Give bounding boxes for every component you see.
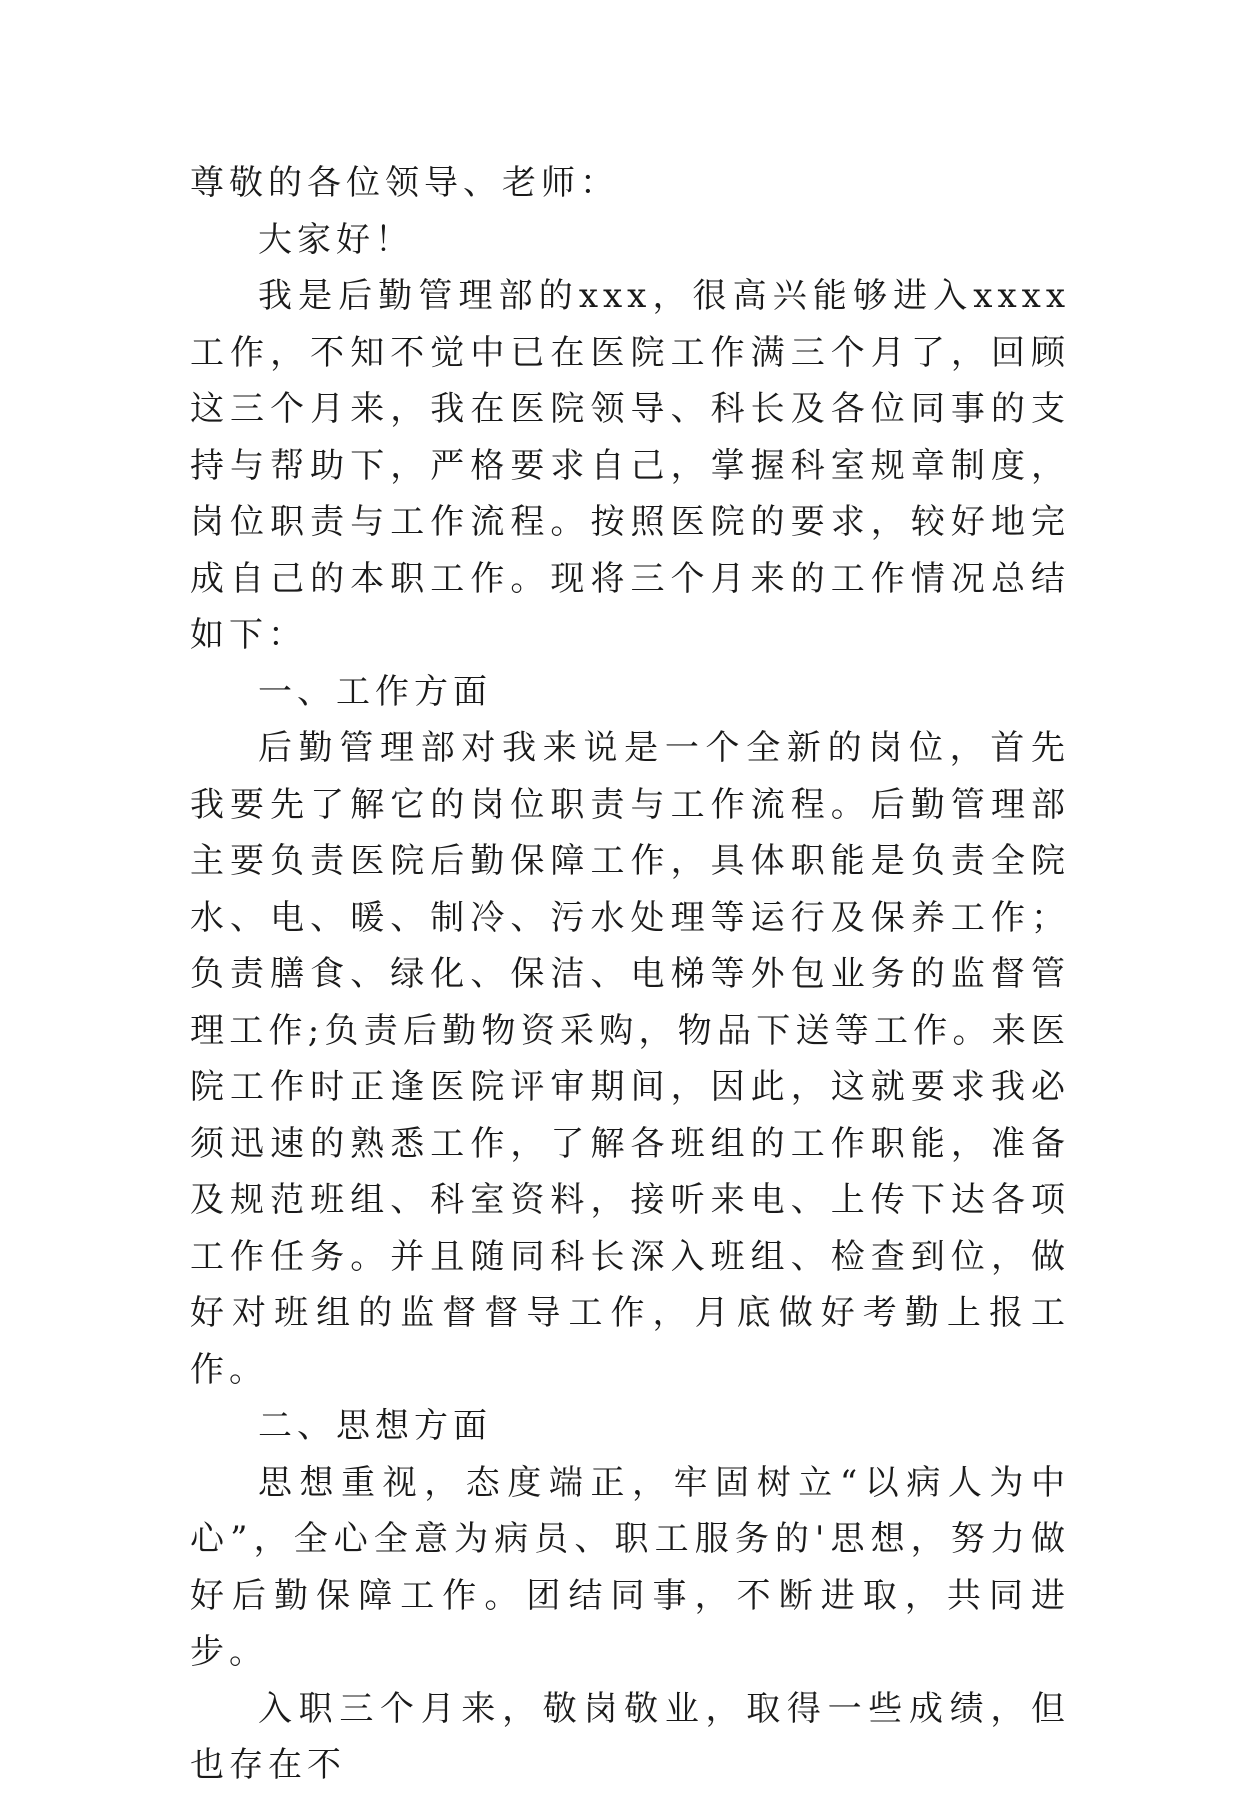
closing-paragraph: 入职三个月来，敬岗敬业，取得一些成绩，但也存在不	[190, 1688, 1070, 1785]
thought-paragraph: 思想重视，态度端正，牢固树立“以病人为中心”，全心全意为病员、职工服务的'思想，努力做好后勤保障工作。团结同事，不断进取，共同进步。	[190, 1462, 1070, 1672]
intro-paragraph: 我是后勤管理部的xxx，很高兴能够进入xxxx工作，不知不觉中已在医院工作满三个月了，回顾这三个月来，我在医院领导、科长及各位同事的支持与帮助下，严格要求自己，掌握科室规章制度，岗位职责与工作流程。按照医院的要求，较好地完成自己的本职工作。现将三个月来的工作情况总结如下：	[190, 276, 1070, 655]
salutation: 尊敬的各位领导、老师：	[190, 163, 619, 203]
greeting: 大家好！	[258, 219, 414, 260]
work-paragraph: 后勤管理部对我来说是一个全新的岗位，首先我要先了解它的岗位职责与工作流程。后勤管理部主要负责医院后勤保障工作，具体职能是负责全院水、电、暖、制冷、污水处理等运行及保养工作；负责膳食、绿化、保洁、电梯等外包业务的监督管理工作;负责后勤物资采购，物品下送等工作。来医院工作时正逢医院评审期间，因此，这就要求我必须迅速的熟悉工作，了解各班组的工作职能，准备及规范班组、科室资料，接听来电、上传下达各项工作任务。并且随同科长深入班组、检查到位，做好对班组的监督督导工作，月底做好考勤上报工作。	[190, 728, 1070, 1390]
section-heading-thought: 二、思想方面	[258, 1406, 492, 1446]
document-body	[190, 155, 1070, 1794]
section-heading-work: 一、工作方面	[258, 671, 492, 712]
